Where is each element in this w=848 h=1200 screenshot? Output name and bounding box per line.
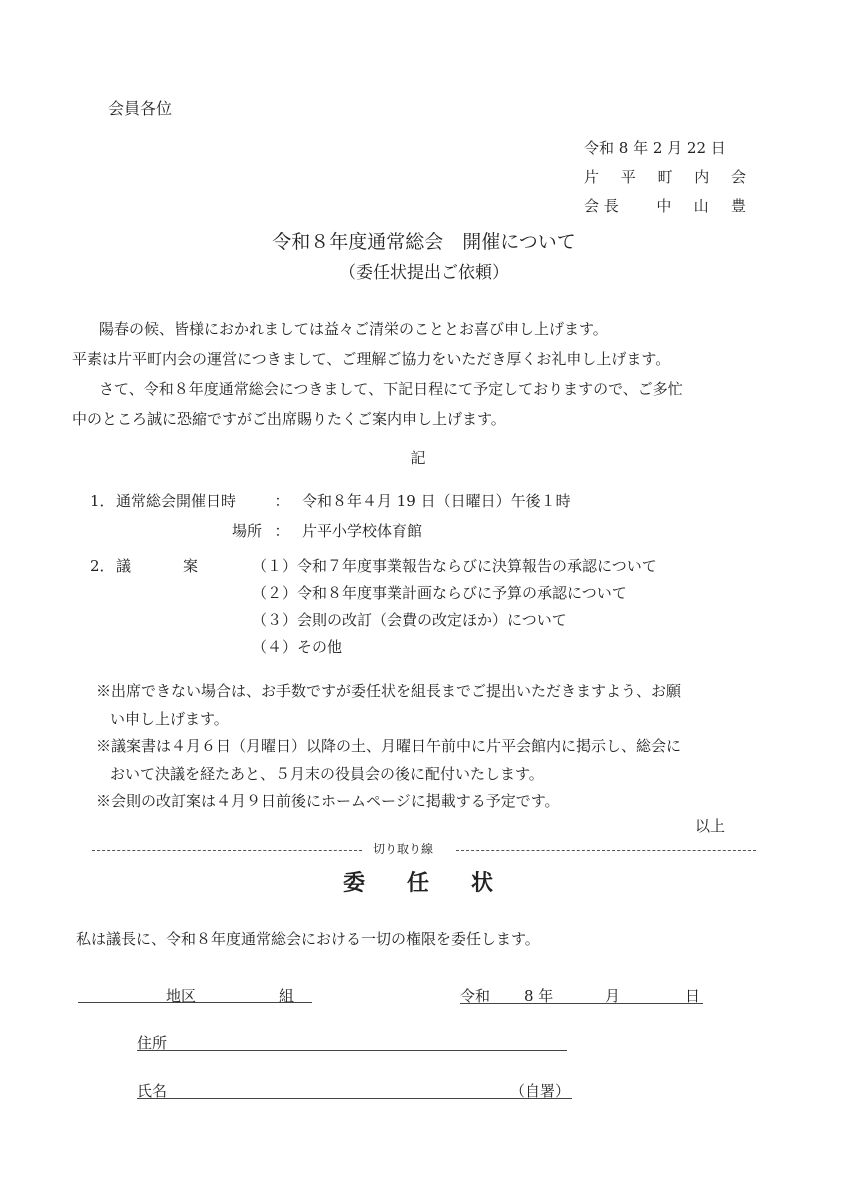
agenda-item: （３）会則の改訂（会費の改定ほか）について xyxy=(252,611,567,629)
proxy-statement: 私は議長に、令和８年度通常総会における一切の権限を委任します。 xyxy=(76,930,540,948)
document-title: 令和８年度通常総会 開催について xyxy=(272,231,576,253)
sender-block xyxy=(584,134,746,221)
ki-heading: 記 xyxy=(410,449,426,467)
date-era: 令和 xyxy=(460,987,491,1005)
date-month: 月 xyxy=(605,987,621,1005)
agenda-label: 議 案 xyxy=(116,557,199,575)
note: ※議案書は４月６日（月曜日）以降の土、月曜日午前中に片平会館内に掲示し、総会に xyxy=(96,737,682,755)
place-value: 片平小学校体育館 xyxy=(302,522,423,540)
cut-line xyxy=(92,840,756,856)
body-text xyxy=(72,314,683,434)
datetime-value: 令和８年４月 19 日（日曜日）午後１時 xyxy=(302,492,571,510)
body-line: 中のところ誠に恐縮ですがご出席賜りたくご案内申し上げます。 xyxy=(72,410,506,428)
notes xyxy=(96,678,681,816)
item-agenda xyxy=(90,553,657,661)
proxy-form-title: 委任状 xyxy=(342,870,535,896)
document-subtitle: （委任状提出ご依頼） xyxy=(339,263,509,283)
date-day: 日 xyxy=(685,987,701,1005)
signature-note: （自署） xyxy=(510,1082,571,1100)
closing-mark: 以上 xyxy=(695,817,726,835)
item-number: 2． xyxy=(90,557,115,575)
addressee: 会員各位 xyxy=(108,99,173,118)
agenda-item: （２）令和８年度事業計画ならびに予算の承認について xyxy=(252,584,627,602)
item-meeting-details xyxy=(90,486,571,546)
cut-line-dashes-right xyxy=(456,850,756,851)
name-label: 氏名 xyxy=(137,1082,168,1100)
sender-title: 会 長 xyxy=(584,197,619,215)
cut-line-label: 切り取り線 xyxy=(373,842,434,856)
address-underline xyxy=(137,1050,567,1051)
district-group-underline xyxy=(78,1002,312,1003)
issue-date: 令和 8 年 2 月 22 日 xyxy=(584,139,726,157)
note: ※会則の改訂案は４月９日前後にホームページに掲載する予定です。 xyxy=(96,792,560,810)
colon: ： xyxy=(274,492,290,510)
sender-organization: 片 平 町 内 会 xyxy=(584,168,746,186)
address-label: 住所 xyxy=(137,1034,168,1052)
name-underline xyxy=(137,1098,572,1099)
body-line: さて、令和８年度通常総会につきまして、下記日程にて予定しておりますので、ご多忙 xyxy=(84,380,683,398)
note-continued: い申し上げます。 xyxy=(110,709,229,728)
district-label: 地区 xyxy=(166,987,197,1005)
sender-signatory: 会 長 中 山 豊 xyxy=(584,192,746,221)
agenda-item: （１）令和７年度事業報告ならびに決算報告の承認について xyxy=(252,557,657,575)
group-label: 組 xyxy=(279,987,295,1005)
body-line: 平素は片平町内会の運営につきまして、ご理解ご協力をいただき厚くお礼申し上げます。 xyxy=(72,350,671,368)
datetime-label: 通常総会開催日時 xyxy=(116,492,237,510)
colon: ： xyxy=(274,522,290,540)
cut-line-dashes-left xyxy=(92,850,362,851)
item-number: 1． xyxy=(90,492,115,510)
date-underline xyxy=(460,1003,703,1004)
date-year: 8 年 xyxy=(524,987,554,1005)
agenda-item: （４）その他 xyxy=(252,638,343,656)
body-line: 陽春の候、皆様におかれましては益々ご清栄のこととお喜び申し上げます。 xyxy=(84,320,608,338)
note: ※出席できない場合は、お手数ですが委任状を組長までご提出いただきますよう、お願 xyxy=(96,682,682,700)
place-label: 場所 xyxy=(231,522,262,540)
note-continued: おいて決議を経たあと、５月末の役員会の後に配付いたします。 xyxy=(110,764,544,783)
